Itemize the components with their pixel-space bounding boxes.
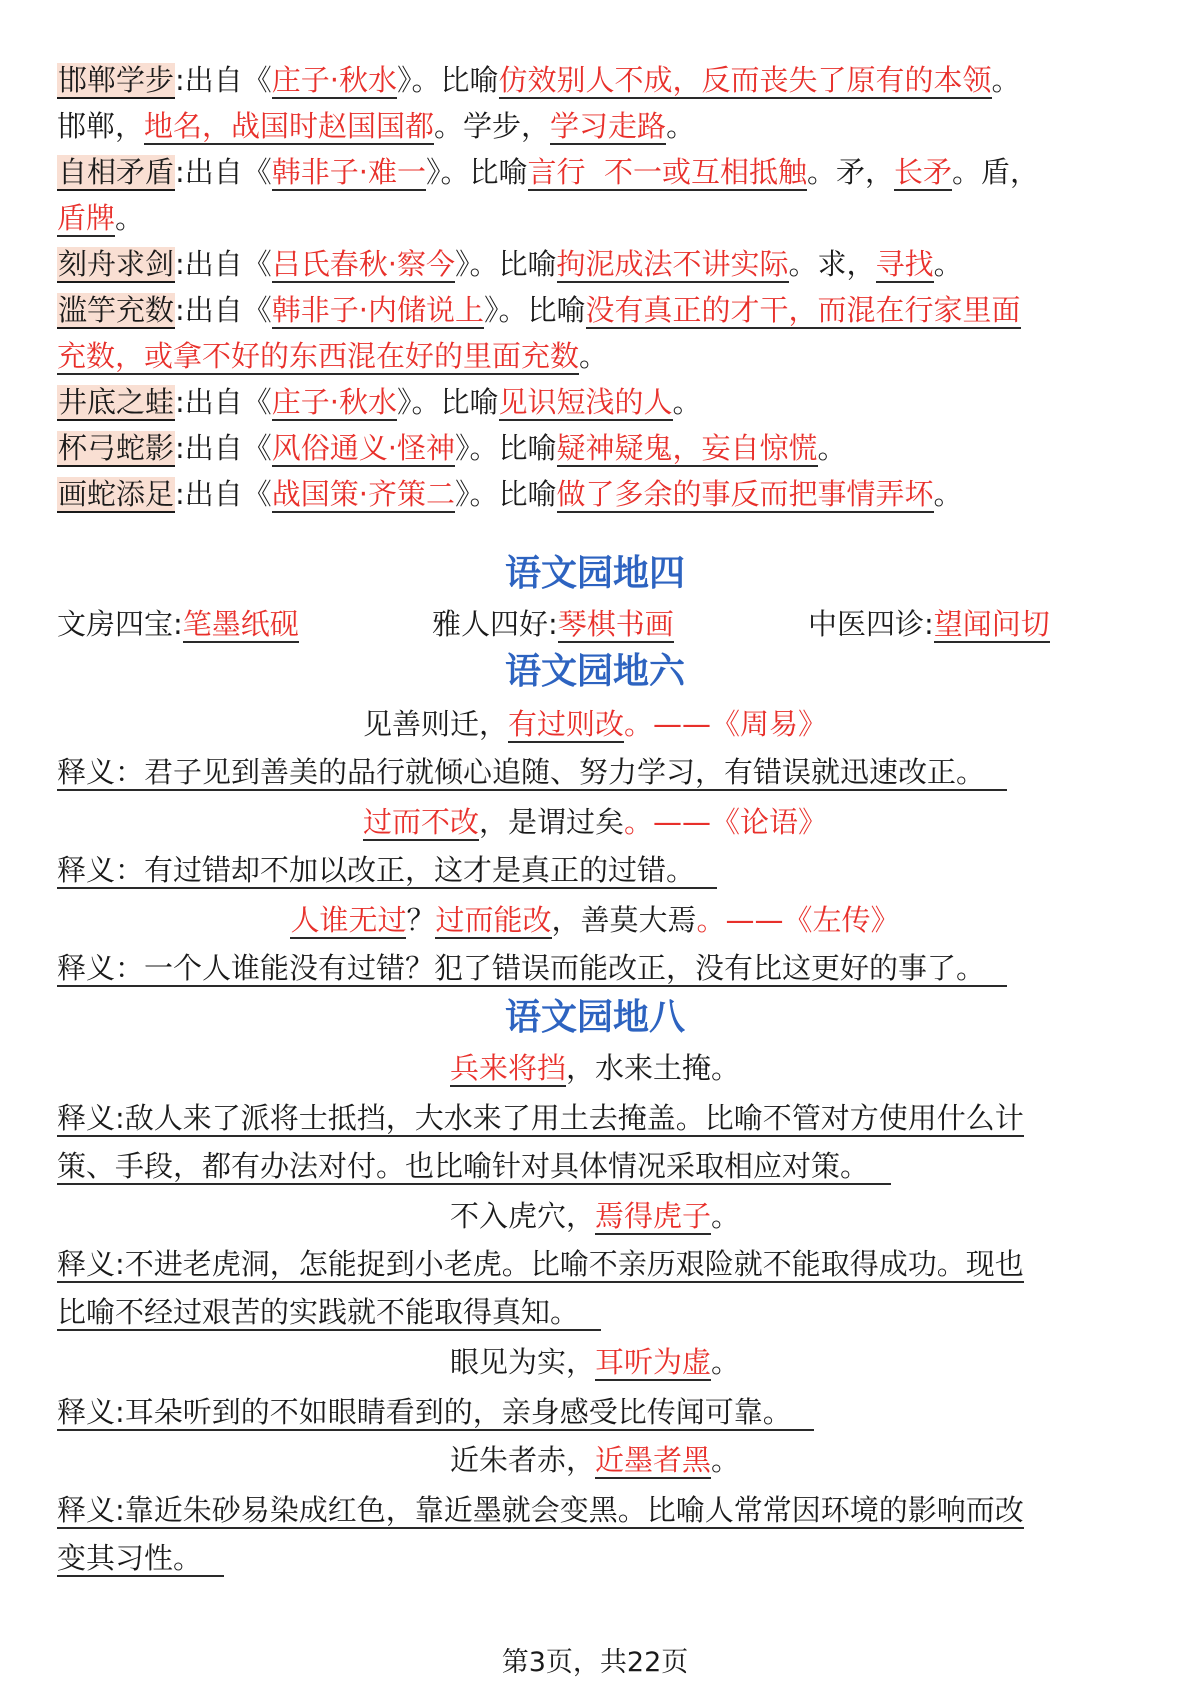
idiom-line <box>57 384 1135 424</box>
quote-source: 。——《论语》 <box>624 805 828 839</box>
explanation-line <box>57 754 1135 794</box>
quote-line <box>0 1198 1190 1238</box>
source-title: 庄子·秋水 <box>271 385 398 419</box>
idiom-term: 刻舟求剑 <box>58 247 175 281</box>
source-title: 庄子·秋水 <box>271 63 398 97</box>
answer: 长矛 <box>893 155 952 189</box>
explanation-line <box>57 1492 1135 1532</box>
source-title: 风俗通义·怪神 <box>271 431 456 465</box>
idiom-line <box>57 430 1135 470</box>
text: 。 <box>579 339 609 373</box>
idiom-line <box>57 108 1135 148</box>
pair-label: 文房四宝: <box>57 607 183 641</box>
text: 。 <box>933 477 963 511</box>
text: ，水来土掩。 <box>566 1051 741 1085</box>
text: 近朱者赤， <box>449 1443 595 1477</box>
text: 邯郸， <box>57 109 145 143</box>
text: 》。比喻 <box>484 293 586 327</box>
explanation: 比喻不经过艰苦的实践就不能取得真知。 <box>57 1295 601 1331</box>
text: 。 <box>711 1443 741 1477</box>
text: 。 <box>711 1345 741 1379</box>
idiom-line <box>57 154 1135 194</box>
text: 》。比喻 <box>455 477 557 511</box>
explanation: 释义:耳朵听到的不如眼睛看到的，亲身感受比传闻可靠。 <box>57 1395 814 1431</box>
explanation-line <box>57 1148 1135 1188</box>
quote-source: 。——《周易》 <box>624 707 828 741</box>
text: 。 <box>711 1199 741 1233</box>
source-title: 吕氏春秋·察今 <box>271 247 456 281</box>
pair-value: 笔墨纸砚 <box>182 607 299 641</box>
quote-line <box>0 1344 1190 1384</box>
text: 。 <box>933 247 963 281</box>
text: :出自《 <box>175 247 272 281</box>
explanation-line <box>57 950 1135 990</box>
answer: 耳听为虚 <box>594 1345 711 1379</box>
quote-source: 。——《左传》 <box>696 903 900 937</box>
quote-line <box>0 1050 1190 1090</box>
pair-value: 望闻问切 <box>933 607 1050 641</box>
quote-line <box>0 706 1190 746</box>
text: 》。比喻 <box>426 155 528 189</box>
text: 。求， <box>788 247 876 281</box>
text: 》。比喻 <box>397 63 499 97</box>
idiom-meaning: 拘泥成法不讲实际 <box>556 247 789 281</box>
idiom-meaning: 见识短浅的人 <box>498 385 673 419</box>
text: 》。比喻 <box>455 247 557 281</box>
source-title: 韩非子·内储说上 <box>271 293 485 327</box>
answer: 过而能改 <box>435 903 552 937</box>
pair-item <box>432 606 674 642</box>
explanation: 策、手段，都有办法对付。也比喻针对具体情况采取相应对策。 <box>57 1149 891 1185</box>
text: :出自《 <box>175 431 272 465</box>
idiom-meaning: 做了多余的事反而把事情弄坏 <box>556 477 934 511</box>
idiom-term: 杯弓蛇影 <box>58 431 175 465</box>
pair-label: 雅人四好: <box>432 607 558 641</box>
quote-line <box>0 1442 1190 1482</box>
text: ，是谓过矣 <box>478 805 624 839</box>
text: 》。比喻 <box>397 385 499 419</box>
idiom-meaning: 充数，或拿不好的东西混在好的里面充数 <box>57 339 580 373</box>
pair-label: 中医四诊: <box>808 607 934 641</box>
text: 。 <box>666 109 696 143</box>
explanation: 释义:敌人来了派将士抵挡，大水来了用土去掩盖。比喻不管对方使用什么计 <box>57 1101 1024 1135</box>
answer: 学习走路 <box>550 109 667 143</box>
idiom-meaning: 言行 不一或互相抵触 <box>527 155 807 189</box>
answer: 焉得虎子 <box>594 1199 711 1233</box>
explanation: 释义：有过错却不加以改正，这才是真正的过错。 <box>57 853 717 889</box>
section-heading: 语文园地六 <box>504 651 685 692</box>
text: 。 <box>672 385 702 419</box>
explanation: 释义：一个人谁能没有过错？犯了错误而能改正，没有比这更好的事了。 <box>57 951 1007 987</box>
idiom-meaning: 没有真正的才干，而混在行家里面 <box>585 293 1021 327</box>
idiom-line <box>57 62 1135 102</box>
answer: 兵来将挡 <box>449 1051 566 1085</box>
explanation: 释义:靠近朱砂易染成红色，靠近墨就会变黑。比喻人常常因环境的影响而改 <box>57 1493 1024 1527</box>
source-title: 韩非子·难一 <box>271 155 427 189</box>
explanation-line <box>57 1294 1135 1334</box>
idiom-line <box>57 476 1135 516</box>
source-title: 战国策·齐策二 <box>271 477 456 511</box>
answer: 盾牌 <box>57 201 116 235</box>
text: 眼见为实， <box>449 1345 595 1379</box>
idiom-term: 邯郸学步 <box>58 63 175 97</box>
idiom-term: 滥竽充数 <box>58 293 175 327</box>
explanation-line <box>57 1100 1135 1140</box>
text: 。学步， <box>434 109 551 143</box>
text: :出自《 <box>175 477 272 511</box>
explanation-line <box>57 1540 1135 1580</box>
answer: 寻找 <box>875 247 934 281</box>
text: :出自《 <box>175 293 272 327</box>
answer: 过而不改 <box>362 805 479 839</box>
section-heading: 语文园地八 <box>504 997 685 1038</box>
answer: 近墨者黑 <box>594 1443 711 1477</box>
explanation-line <box>57 852 1135 892</box>
answer: 有过则改 <box>507 707 624 741</box>
text: 。矛， <box>806 155 894 189</box>
pair-item <box>57 606 299 642</box>
text: 见善则迁， <box>362 707 508 741</box>
text: ？ <box>406 903 436 937</box>
idiom-line <box>57 200 1135 240</box>
section-heading: 语文园地四 <box>504 553 685 594</box>
text: 》。比喻 <box>455 431 557 465</box>
explanation: 变其习性。 <box>57 1541 224 1577</box>
quote-line <box>0 902 1190 942</box>
idiom-term: 井底之蛙 <box>58 385 175 419</box>
text: :出自《 <box>175 155 272 189</box>
idiom-term: 自相矛盾 <box>58 155 175 189</box>
idiom-term: 画蛇添足 <box>58 477 175 511</box>
quote-line <box>0 804 1190 844</box>
explanation-line <box>57 1246 1135 1286</box>
page-number: 第3页，共22页 <box>501 1647 689 1678</box>
idiom-meaning: 疑神疑鬼，妄自惊慌 <box>556 431 818 465</box>
text: 不入虎穴， <box>449 1199 595 1233</box>
text: :出自《 <box>175 385 272 419</box>
explanation-line <box>57 1394 1135 1434</box>
text: 。 <box>991 63 1021 97</box>
explanation: 释义：君子见到善美的品行就倾心追随、努力学习，有错误就迅速改正。 <box>57 755 1007 791</box>
pair-item <box>808 606 1050 642</box>
text: 。 <box>115 201 145 235</box>
idiom-line <box>57 292 1135 332</box>
idiom-line <box>57 246 1135 286</box>
text: 。 <box>817 431 847 465</box>
text: :出自《 <box>175 63 272 97</box>
idiom-line <box>57 338 1135 378</box>
idiom-meaning: 仿效别人不成，反而丧失了原有的本领 <box>498 63 992 97</box>
text: 。盾， <box>952 155 1040 189</box>
pair-value: 琴棋书画 <box>557 607 674 641</box>
explanation: 释义:不进老虎洞，怎能捉到小老虎。比喻不亲历艰险就不能取得成功。现也 <box>57 1247 1024 1281</box>
answer: 人谁无过 <box>290 903 407 937</box>
text: ，善莫大焉 <box>551 903 697 937</box>
answer: 地名，战国时赵国国都 <box>144 109 435 143</box>
